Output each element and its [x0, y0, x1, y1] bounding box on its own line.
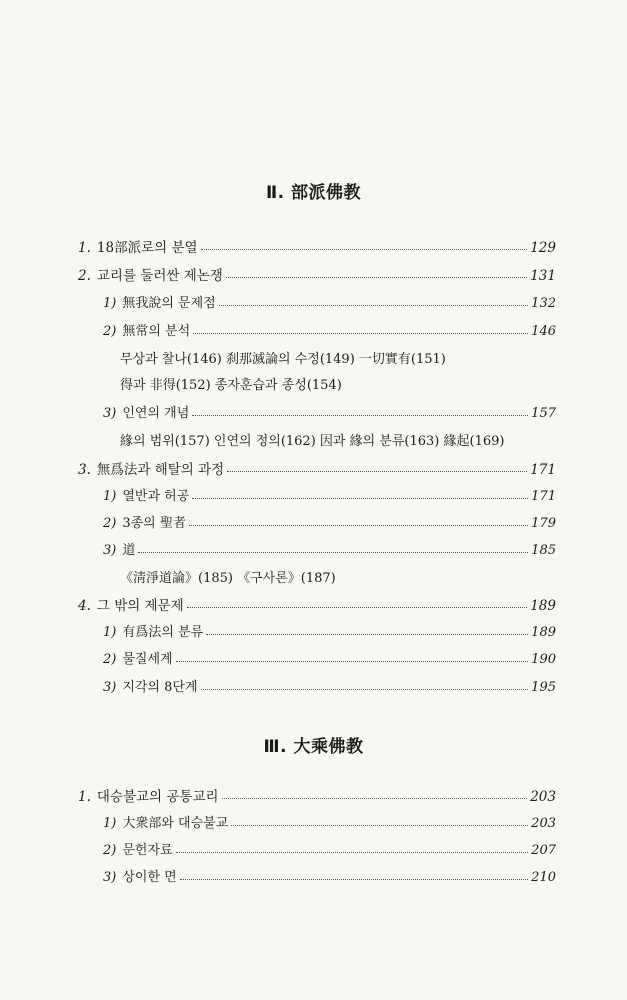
toc-entry[interactable] — [78, 236, 556, 256]
entry-number: 3) — [103, 680, 117, 695]
entry-number: 2) — [103, 516, 117, 531]
toc-entry[interactable] — [78, 594, 556, 614]
leader-dots — [206, 633, 528, 635]
toc-subentry[interactable] — [103, 648, 556, 667]
leader-dots — [193, 332, 528, 334]
leader-dots — [138, 551, 528, 553]
entry-number: 2) — [103, 843, 117, 858]
toc-subentry[interactable] — [103, 866, 556, 885]
toc-subentry[interactable] — [103, 621, 556, 640]
entry-page: 195 — [531, 680, 556, 695]
leader-dots — [187, 606, 527, 608]
entry-page: 207 — [531, 843, 556, 858]
entry-number: 3) — [103, 870, 117, 885]
leader-dots — [192, 497, 528, 499]
leader-dots — [219, 304, 528, 306]
entry-label: 無爲法과 해탈의 과정 — [96, 462, 225, 478]
entry-page: 171 — [530, 462, 556, 478]
toc-subentry[interactable] — [103, 539, 556, 558]
leader-dots — [222, 797, 528, 799]
leader-dots — [189, 524, 528, 526]
entry-label: 그 밖의 제문제 — [96, 598, 184, 614]
entry-label: 인연의 개념 — [122, 406, 190, 421]
entry-page: 132 — [531, 296, 556, 311]
entry-page: 210 — [531, 870, 556, 885]
entry-label: 無常의 분석 — [122, 324, 191, 339]
leader-dots — [231, 824, 528, 826]
subtopic-line: 緣의 범위(157) 인연의 정의(162) 因과 緣의 분류(163) 緣起(169) — [120, 434, 505, 449]
subtopic-line: 무상과 찰나(146) 刹那滅論의 수정(149) 一切實有(151) — [120, 352, 446, 367]
entry-page: 171 — [531, 489, 556, 504]
entry-label: 열반과 허공 — [122, 489, 190, 504]
toc-subentry[interactable] — [103, 320, 556, 339]
leader-dots — [201, 248, 528, 250]
entry-page: 189 — [530, 598, 556, 614]
leader-dots — [180, 878, 528, 880]
entry-number: 3. — [78, 462, 91, 478]
entry-number: 1. — [78, 240, 91, 256]
entry-page: 190 — [531, 652, 556, 667]
subtopic-line: 《淸淨道論》(185) 《구사론》(187) — [120, 571, 336, 586]
toc-subentry[interactable] — [103, 676, 556, 695]
leader-dots — [227, 470, 527, 472]
entry-number: 2) — [103, 652, 117, 667]
subtopic-line: 得과 非得(152) 종자훈습과 종성(154) — [120, 378, 342, 393]
entry-number: 1) — [103, 296, 117, 311]
leader-dots — [176, 851, 529, 853]
entry-label: 교리를 둘러싼 제논쟁 — [96, 268, 223, 284]
entry-page: 146 — [531, 324, 556, 339]
entry-label: 3종의 聖者 — [122, 516, 186, 531]
entry-label: 물질세계 — [122, 652, 173, 667]
entry-page: 203 — [530, 789, 556, 805]
entry-page: 129 — [530, 240, 556, 256]
toc-entry[interactable] — [78, 785, 556, 805]
leader-dots — [192, 414, 528, 416]
entry-label: 상이한 면 — [122, 870, 177, 885]
toc-subentry[interactable] — [103, 839, 556, 858]
entry-label: 지각의 8단계 — [122, 680, 198, 695]
toc-subentry[interactable] — [103, 292, 556, 311]
entry-label: 대승불교의 공통교리 — [96, 789, 219, 805]
entry-page: 157 — [531, 406, 556, 421]
entry-number: 1) — [103, 816, 117, 831]
entry-number: 3) — [103, 406, 117, 421]
entry-page: 179 — [531, 516, 556, 531]
leader-dots — [176, 660, 529, 662]
toc-entry[interactable] — [78, 458, 556, 478]
toc-subentry[interactable] — [103, 485, 556, 504]
entry-number: 1) — [103, 489, 117, 504]
entry-label: 無我說의 문제점 — [122, 296, 216, 311]
entry-label: 18部派로의 분열 — [96, 240, 198, 256]
entry-number: 3) — [103, 543, 117, 558]
entry-number: 1. — [78, 789, 91, 805]
entry-label: 道 — [122, 543, 136, 558]
leader-dots — [226, 276, 527, 278]
entry-label: 大衆部와 대승불교 — [122, 816, 229, 831]
entry-number: 2. — [78, 268, 91, 284]
entry-label: 문헌자료 — [122, 843, 173, 858]
entry-number: 1) — [103, 625, 117, 640]
toc-subentry[interactable] — [103, 812, 556, 831]
entry-page: 131 — [530, 268, 556, 284]
entry-page: 203 — [531, 816, 556, 831]
leader-dots — [201, 688, 529, 690]
entry-label: 有爲法의 분류 — [122, 625, 204, 640]
toc-subentry[interactable] — [103, 512, 556, 531]
toc-entry[interactable] — [78, 264, 556, 284]
section-title-2: Ⅱ. 部派佛教 — [265, 183, 362, 203]
entry-page: 185 — [531, 543, 556, 558]
section-title-3: Ⅲ. 大乘佛教 — [263, 737, 364, 757]
entry-page: 189 — [531, 625, 556, 640]
entry-number: 2) — [103, 324, 117, 339]
entry-number: 4. — [78, 598, 91, 614]
toc-subentry[interactable] — [103, 402, 556, 421]
